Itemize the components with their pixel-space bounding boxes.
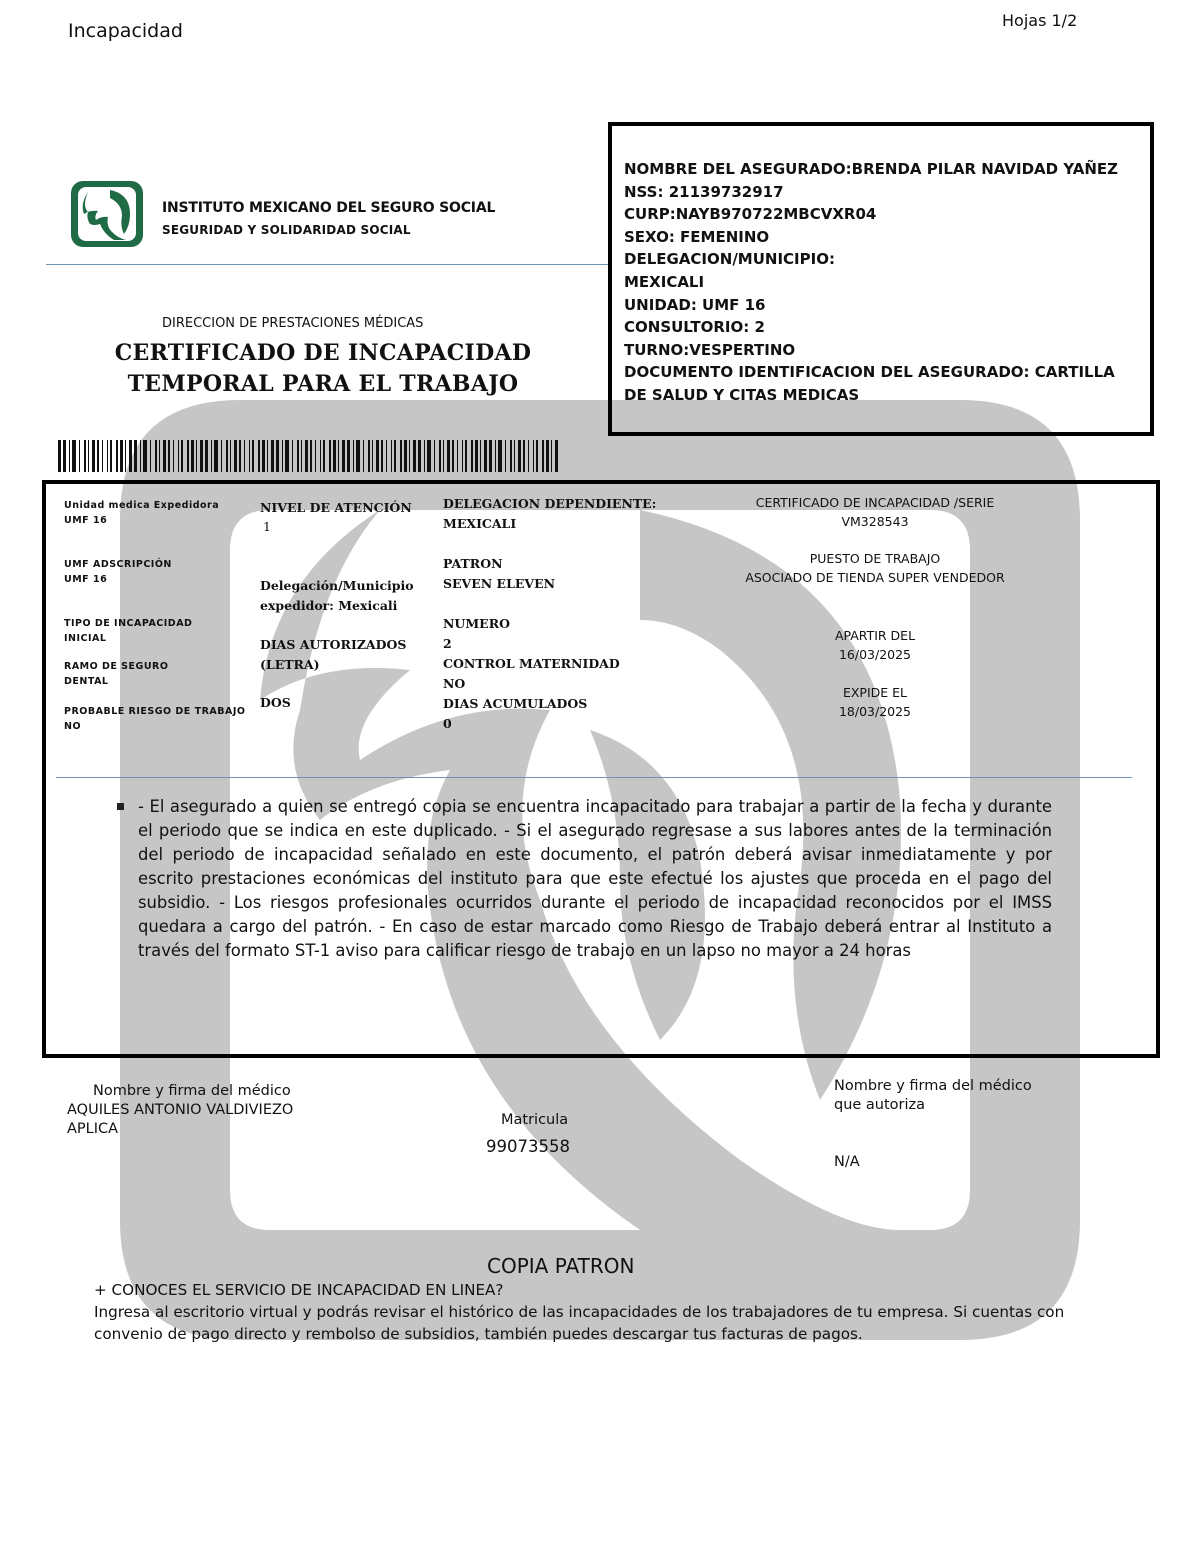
- ramo-seguro-value: DENTAL: [64, 676, 109, 687]
- imss-logo-icon: [70, 180, 144, 248]
- medico-name-line: APLICA: [67, 1121, 119, 1137]
- insured-info-box: [608, 122, 1154, 436]
- footer-info: [94, 1279, 1094, 1345]
- matricula-value: 99073558: [486, 1137, 570, 1156]
- control-maternidad-label: CONTROL MATERNIDAD: [443, 656, 620, 671]
- insured-delegacion-value: MEXICALI: [624, 272, 705, 291]
- certificate-title-line: TEMPORAL PARA EL TRABAJO: [127, 371, 519, 397]
- expide-el: [720, 683, 1030, 721]
- umf-adscripcion-label: UMF ADSCRIPCIÓN: [64, 559, 172, 570]
- insured-unidad: UNIDAD: UMF 16: [624, 295, 766, 314]
- numero: [443, 614, 510, 654]
- ramo-seguro: [64, 659, 168, 689]
- medico-autoriza-label-line: Nombre y firma del médico: [834, 1078, 1032, 1094]
- expide-el-value: 18/03/2025: [838, 704, 912, 719]
- insured-turno: TURNO:VESPERTINO: [624, 340, 796, 359]
- insured-curp: CURP:NAYB970722MBCVXR04: [624, 205, 877, 224]
- page-count: Hojas 1/2: [1002, 11, 1078, 30]
- medico-name-line: AQUILES ANTONIO VALDIVIEZO: [67, 1102, 294, 1118]
- probable-riesgo: [64, 704, 245, 734]
- puesto-trabajo: [720, 549, 1030, 587]
- certificate-title: [95, 338, 551, 400]
- bullet-icon: [117, 803, 124, 810]
- copia-patron-label: COPIA PATRON: [487, 1254, 635, 1278]
- direccion-label: DIRECCION DE PRESTACIONES MÉDICAS: [162, 316, 424, 331]
- medico-autoriza-label: [834, 1077, 1032, 1115]
- delegacion-dependiente-label: DELEGACION DEPENDIENTE:: [443, 496, 657, 511]
- tipo-incapacidad-value: INICIAL: [64, 633, 107, 644]
- insured-consultorio: CONSULTORIO: 2: [624, 318, 765, 337]
- tipo-incapacidad-label: TIPO DE INCAPACIDAD: [64, 618, 193, 629]
- medico-autoriza-value: N/A: [834, 1154, 860, 1170]
- control-maternidad: [443, 654, 620, 694]
- insured-documento: DOCUMENTO IDENTIFICACION DEL ASEGURADO: CARTILLA: [624, 363, 1115, 382]
- numero-label: NUMERO: [443, 616, 510, 631]
- medico-autoriza-label-line: que autoriza: [834, 1097, 926, 1113]
- apartir-del: [720, 626, 1030, 664]
- medico-label: Nombre y firma del médico: [93, 1083, 291, 1099]
- certificado-serie: [720, 493, 1030, 531]
- top-divider: [46, 264, 608, 265]
- delegacion-expedidor-line: Delegación/Municipio: [260, 578, 414, 593]
- matricula-label: Matricula: [501, 1112, 569, 1128]
- unidad-medica-value: UMF 16: [64, 515, 108, 526]
- nivel-atencion-value: 1: [263, 519, 271, 534]
- control-maternidad-value: NO: [443, 676, 466, 691]
- institution-name: INSTITUTO MEXICANO DEL SEGURO SOCIAL: [162, 200, 496, 216]
- insured-documento-cont: DE SALUD Y CITAS MEDICAS: [624, 385, 860, 404]
- apartir-del-label: APARTIR DEL: [834, 628, 916, 643]
- dias-letra-value: DOS: [260, 695, 291, 710]
- page-header-title: Incapacidad: [68, 20, 183, 42]
- insured-info-lines: [624, 158, 1144, 407]
- footer-question: + CONOCES EL SERVICIO DE INCAPACIDAD EN LINEA?: [94, 1281, 504, 1299]
- insured-delegacion-label: DELEGACION/MUNICIPIO:: [624, 250, 835, 269]
- umf-adscripcion-value: UMF 16: [64, 574, 108, 585]
- delegacion-expedidor: [260, 576, 414, 616]
- umf-adscripcion: [64, 557, 172, 587]
- delegacion-expedidor-line: expedidor: Mexicali: [260, 598, 398, 613]
- certificado-serie-label: CERTIFICADO DE INCAPACIDAD /SERIE: [755, 495, 995, 510]
- unidad-medica-label: Unidad medica Expedidora: [64, 500, 220, 511]
- probable-riesgo-value: NO: [64, 721, 82, 732]
- patron: [443, 554, 555, 594]
- dias-acumulados-value: 0: [443, 716, 452, 731]
- patron-value: SEVEN ELEVEN: [443, 576, 556, 591]
- puesto-trabajo-value: ASOCIADO DE TIENDA SUPER VENDEDOR: [745, 570, 1005, 585]
- certificado-serie-value: VM328543: [841, 514, 909, 529]
- ramo-seguro-label: RAMO DE SEGURO: [64, 661, 169, 672]
- certificate-title-line: CERTIFICADO DE INCAPACIDAD: [114, 340, 532, 366]
- notice-text: - El asegurado a quien se entregó copia se encuentra incapacitado para trabajar a partir de la fecha y durante el periodo que se indica en este duplicado. - Si el asegurado regresase a sus labores antes de la terminación del periodo de incapacidad señalado en este documento, el patrón deberá avisar inmediatamente y por escrito prestaciones económicas del instituto para que este efectué los ajustes que proceda en el pago del subsidio. - Los riesgos profesionales ocurridos durante el periodo de incapacidad reconocidos por el IMSS quedara a cargo del patrón. - En caso de estar marcado como Riesgo de Trabajo deberá entrar al Instituto a través del formato ST-1 aviso para calificar riesgo de trabajo en un lapso no mayor a 24 horas: [138, 797, 1052, 960]
- expide-el-label: EXPIDE EL: [842, 685, 908, 700]
- details-divider: [56, 777, 1132, 778]
- dias-autorizados-label-line: (LETRA): [260, 657, 320, 672]
- dias-acumulados-label: DIAS ACUMULADOS: [443, 696, 588, 711]
- numero-value: 2: [443, 636, 452, 651]
- nivel-atencion-label: NIVEL DE ATENCIÓN: [260, 500, 412, 515]
- puesto-trabajo-label: PUESTO DE TRABAJO: [809, 551, 941, 566]
- institution-subtitle: SEGURIDAD Y SOLIDARIDAD SOCIAL: [162, 223, 411, 237]
- medico-name: [67, 1101, 293, 1139]
- delegacion-dependiente-value: MEXICALI: [443, 516, 517, 531]
- tipo-incapacidad: [64, 616, 192, 646]
- barcode: [58, 440, 558, 472]
- patron-label: PATRON: [443, 556, 503, 571]
- apartir-del-value: 16/03/2025: [838, 647, 912, 662]
- delegacion-dependiente: [443, 494, 656, 534]
- insured-nss: NSS: 21139732917: [624, 182, 784, 201]
- dias-acumulados: [443, 694, 587, 734]
- unidad-medica: [64, 498, 219, 528]
- footer-description: Ingresa al escritorio virtual y podrás revisar el histórico de las incapacidades de los trabajadores de tu empresa. Si cuentas con convenio de pago directo y rembolso de subsidios, también puedes descargar tus facturas de pagos.: [94, 1303, 1065, 1343]
- dias-autorizados-label: [260, 635, 406, 675]
- dias-autorizados-label-line: DIAS AUTORIZADOS: [260, 637, 407, 652]
- insured-name: NOMBRE DEL ASEGURADO:BRENDA PILAR NAVIDAD YAÑEZ: [624, 160, 1119, 178]
- insured-sexo: SEXO: FEMENINO: [624, 227, 770, 246]
- probable-riesgo-label: PROBABLE RIESGO DE TRABAJO: [64, 706, 246, 717]
